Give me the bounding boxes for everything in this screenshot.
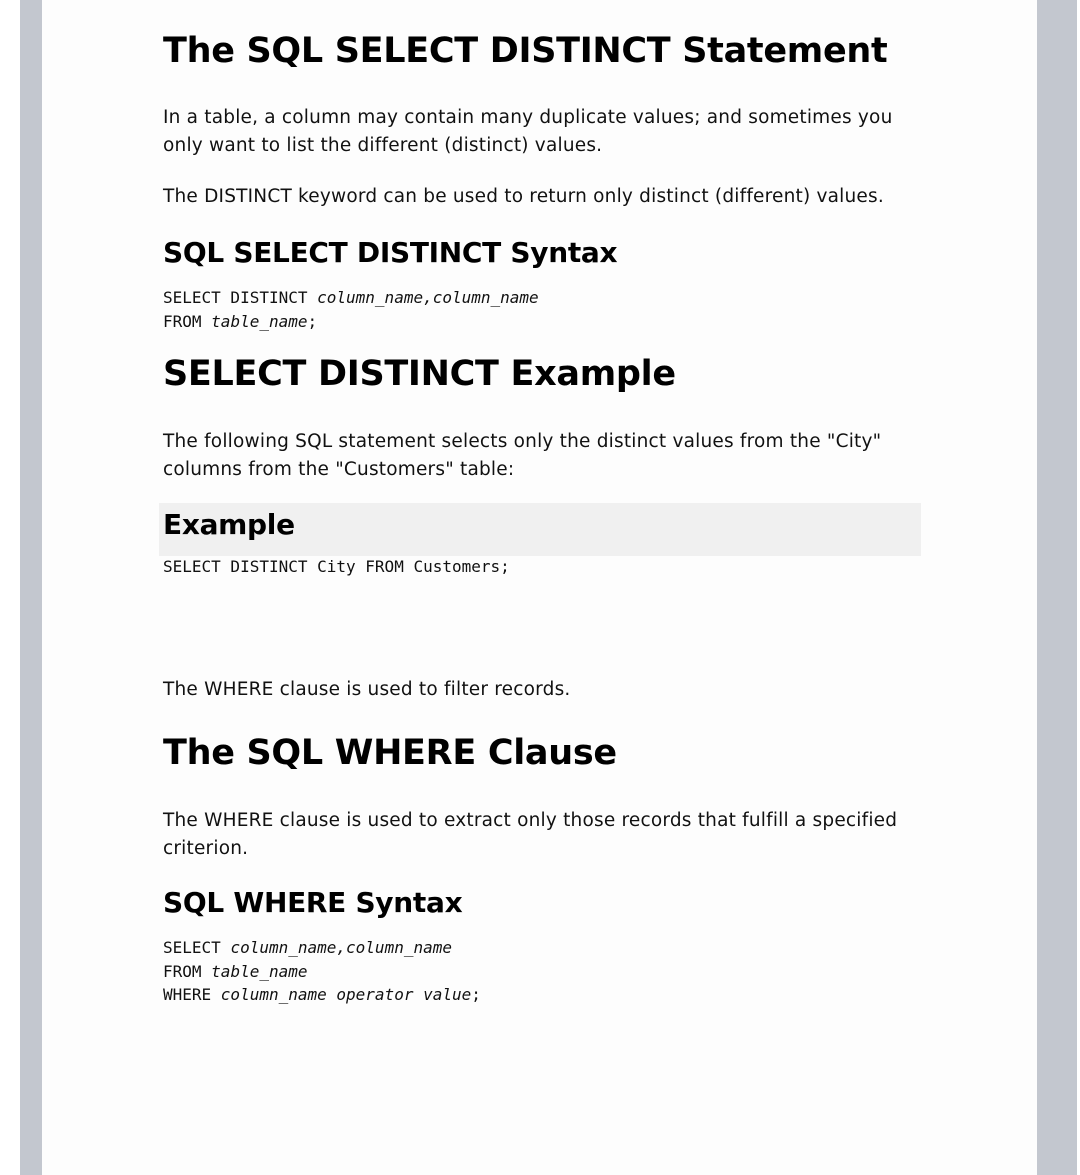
intro-line: only want to list the different (distinct) values. (163, 135, 603, 156)
code-keyword: WHERE (163, 985, 221, 1004)
where-description (163, 807, 897, 863)
where-description-line: criterion. (163, 838, 249, 859)
code-args: table_name (211, 311, 308, 331)
select-distinct-syntax-code (163, 286, 539, 333)
example-description (163, 428, 881, 484)
intro-paragraph (163, 104, 893, 160)
code-keyword: SELECT DISTINCT (163, 288, 318, 307)
code-line (163, 286, 539, 310)
code-line (163, 936, 481, 960)
example-description-line: columns from the "Customers" table: (163, 459, 515, 480)
where-syntax-code (163, 936, 481, 1007)
page-title-select-distinct: The SQL SELECT DISTINCT Statement (163, 31, 888, 71)
example-description-line: The following SQL statement selects only the distinct values from the "City" (163, 431, 882, 452)
code-args: column_name,column_name (230, 938, 452, 957)
select-distinct-example-heading: SELECT DISTINCT Example (163, 354, 676, 394)
left-margin (0, 0, 20, 1175)
code-keyword: FROM (163, 961, 212, 981)
code-args: column_name operator value (220, 985, 472, 1004)
page-title-where-clause: The SQL WHERE Clause (163, 733, 617, 773)
code-args: table_name (211, 961, 308, 981)
document-page (42, 0, 1037, 1175)
where-syntax-heading: SQL WHERE Syntax (163, 886, 463, 919)
example-code: SELECT DISTINCT City FROM Customers; (163, 557, 510, 576)
code-keyword: FROM (163, 311, 212, 331)
distinct-keyword-paragraph: The DISTINCT keyword can be used to return only distinct (different) values. (163, 186, 884, 207)
code-keyword: SELECT (163, 938, 231, 957)
code-args: column_name,column_name (317, 288, 539, 307)
intro-line: In a table, a column may contain many duplicate values; and sometimes you (163, 107, 893, 128)
code-terminator: ; (471, 985, 481, 1004)
code-line (163, 983, 481, 1007)
code-terminator: ; (307, 311, 318, 331)
where-description-line: The WHERE clause is used to extract only those records that fulfill a specified (163, 810, 898, 831)
example-box-label: Example (163, 508, 295, 541)
code-line (163, 310, 539, 334)
where-lead-text: The WHERE clause is used to filter records. (163, 679, 571, 700)
select-distinct-syntax-heading: SQL SELECT DISTINCT Syntax (163, 236, 618, 269)
code-line (163, 960, 481, 984)
